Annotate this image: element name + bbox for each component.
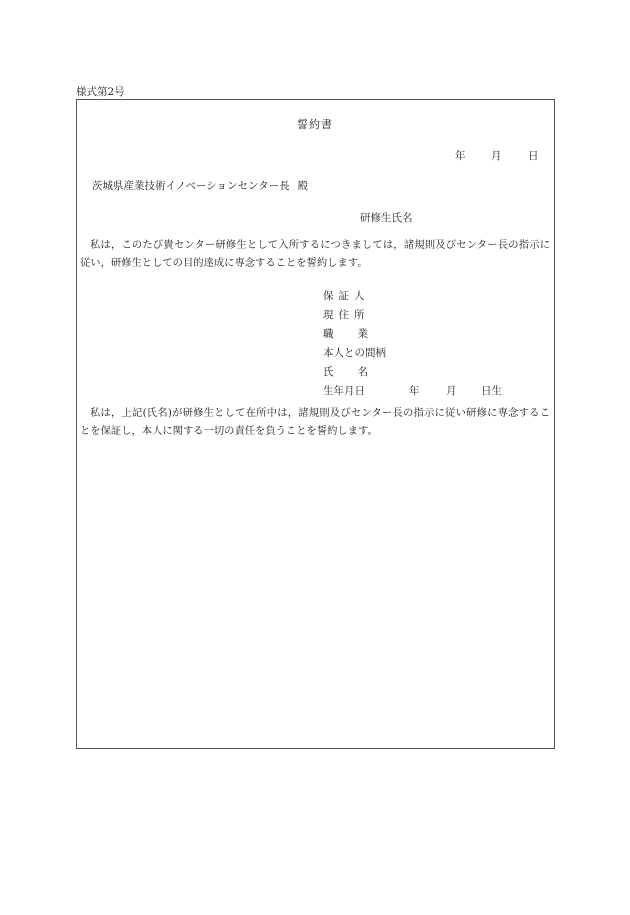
- addressee: [92, 180, 308, 193]
- guarantor-pledge-text: 私は，上記(氏名)が研修生として在所中は，諸規則及びセンター長の指示に従い研修に専念することを保証し，本人に関する一切の責任を負うことを誓約します。: [80, 407, 550, 437]
- date-month-label: 月: [491, 150, 502, 162]
- document-title: 誓約書: [297, 118, 333, 131]
- trainee-name-label: 研修生氏名: [360, 212, 413, 224]
- guarantor-occupation-label: 職業: [323, 328, 392, 340]
- guarantor-heading: 保証人: [323, 290, 370, 302]
- birth-date-year-label: 年: [409, 385, 420, 397]
- guarantor-name-label: 氏名: [323, 366, 392, 378]
- guarantor-section: [323, 287, 502, 401]
- guarantor-relationship-label: 本人との間柄: [323, 347, 386, 359]
- date-year-label: 年: [455, 150, 466, 162]
- guarantor-birth-date: [323, 382, 502, 401]
- date-day-label: 日: [528, 150, 539, 162]
- birth-date-day-label: 日生: [481, 385, 502, 397]
- guarantor-address-label: 現住所: [323, 309, 370, 321]
- form-number: 様式第2号: [76, 86, 125, 98]
- birth-date-label: 生年月日: [323, 385, 365, 397]
- birth-date-month-label: 月: [446, 385, 457, 397]
- addressee-honorific: 殿: [297, 180, 309, 192]
- addressee-name: 茨城県産業技術イノベーションセンター長: [92, 180, 290, 192]
- trainee-pledge-text: 私は，このたび貴センター研修生として入所するにつきましては，諸規則及びセンター長の指示に従い，研修生としての目的達成に専念することを誓約します。: [80, 239, 550, 269]
